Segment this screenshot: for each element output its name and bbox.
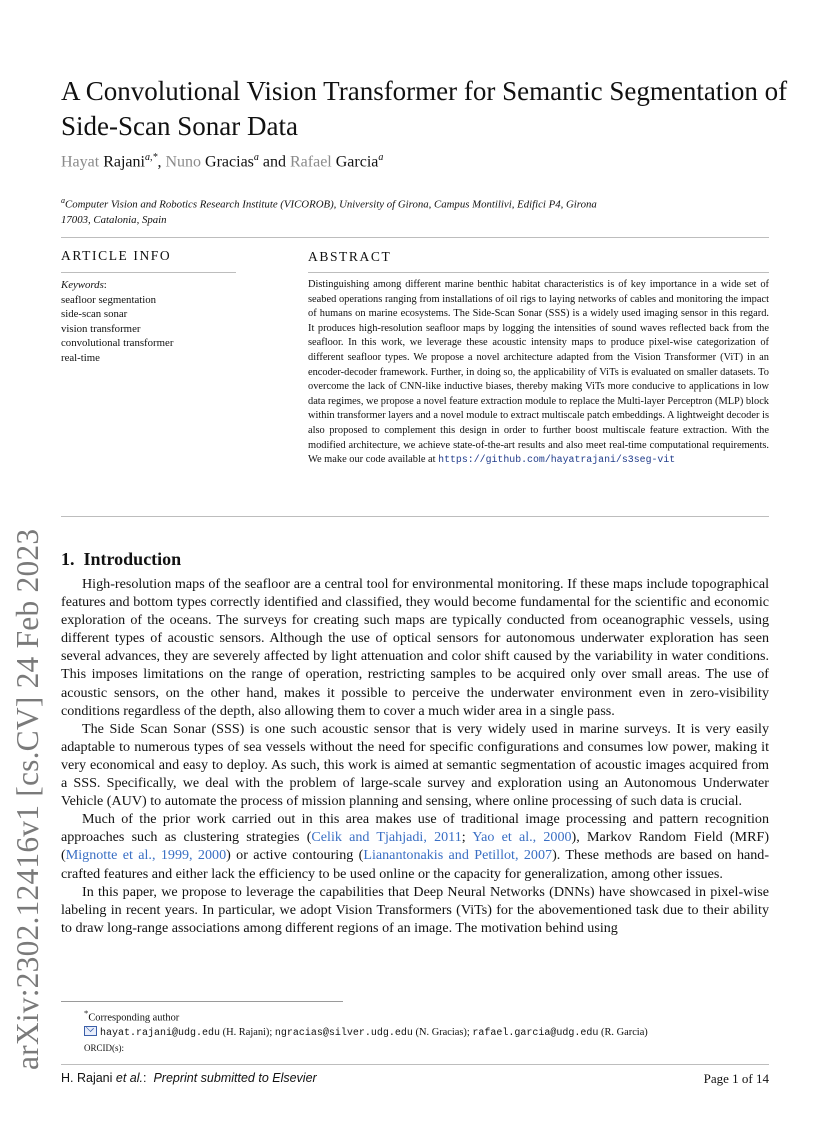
divider [61, 272, 236, 273]
email-icon [84, 1026, 97, 1036]
abstract-body: Distinguishing among different marine benthic habitat characteristics is of key importance in a wide set of seabed operations ranging from installations of oil rigs to laying networks of cables and monitoring the impact of humans on marine ecosystems. The Side-Scan Sonar (SSS) is a widely used imaging sensor in this regard. It produces high-resolution seafloor maps by logging the intensities of sound waves reflected back from the seafloor. In this work, we leverage these acoustic intensity maps to produce pixel-wise categorization of different seafloor types. We propose a novel architecture adapted from the Vision Transformer (ViT) in an encoder-decoder framework. Further, in doing so, the applicability of ViTs is evaluated on smaller datasets. To overcome the lack of CNN-like inductive biases, thereby making ViTs more conducive to applications in low data regimes, we propose a novel feature extraction module to replace the Multi-layer Perceptron (MLP) block within transformer layers and a novel module to extract multiscale patch embeddings. A lightweight decoder is also proposed to complement this design in order to further boost multiscale feature extraction. With the modified architecture, we achieve state-of-the-art results and also meet real-time computational requirements. We make our code available at [308, 279, 769, 466]
keyword-item: side-scan sonar [61, 308, 128, 320]
keyword-item: seafloor segmentation [61, 293, 157, 306]
arxiv-stamp-text: arXiv:2302.12416v1 [cs.CV] 24 Feb 2023 [10, 528, 45, 1070]
text-run: ; [461, 829, 473, 846]
paragraph: In this paper, we propose to leverage the capabilities that Deep Neural Networks (DNNs) have showcased in pixel-wise labeling in recent years. In particular, we adopt Vision Transformers (ViTs) for the abovementioned task due to their ability to draw long-range associations among different regions of an image. The motivation behind using [61, 883, 769, 936]
affiliation-text: Computer Vision and Robotics Research Institute (VICOROB), University of Girona, Campus Montilivi, Edifici P4, Girona 17003, Catalonia, Spain [61, 198, 597, 226]
text-run: ) or active contouring ( [226, 847, 364, 864]
author-first-name[interactable]: Rafael [290, 153, 332, 171]
corresponding-author: Corresponding author [88, 1012, 180, 1024]
email-address[interactable]: hayat.rajani@udg.edu [100, 1028, 221, 1040]
section-title: Introduction [83, 549, 182, 569]
divider [308, 272, 769, 273]
footnote: *Corresponding author hayat.rajani@udg.edu (H. Rajani); ngracias@silver.udg.edu (N. Gracias); rafael.garcia@udg.edu (R. Garcia) ORCID(s): [84, 1006, 648, 1056]
author-separator: , [157, 153, 166, 171]
paper-title: A Convolutional Vision Transformer for Semantic Segmentation of Side-Scan Sonar Data [61, 76, 788, 141]
section-number: 1. [61, 549, 75, 569]
citation-link[interactable]: Yao et al., 2000 [472, 829, 572, 846]
footer-left: H. Rajani et al.: Preprint submitted to Elsevier [61, 1071, 317, 1085]
author-first-name[interactable]: Hayat [61, 153, 100, 171]
arxiv-stamp [4, 250, 52, 1070]
keyword-item: convolutional transformer [61, 337, 174, 349]
email-address[interactable]: rafael.garcia@udg.edu [472, 1028, 599, 1040]
affiliation-mark: a [61, 196, 65, 205]
author-mark: a [253, 152, 259, 163]
paragraph: The Side Scan Sonar (SSS) is one such acoustic sensor that is very widely used in marine surveys. It is very easily adaptable to numerous types of sea vessels without the need for specific configurations and consumes low power, making it very economical and easy to deploy. As such, this work is aimed at semantic segmentation of acoustic images acquired from a SSS. Specifically, we deal with the problem of large-scale survey and exploration using an Autonomous Underwater Vehicle (AUV) to automate the process of mission planning and sensing, where online processing of such data is crucial. [61, 720, 769, 810]
divider [61, 516, 769, 517]
text-run: ). These methods are based on hand-crafted features and either lack the efficiency to be used online or the capacity for generalization, among other issues. [61, 847, 770, 882]
footnote-rule [61, 1001, 343, 1002]
keywords-block: Keywords: seafloor segmentation side-scan sonar vision transformer convolutional transformer real-time [61, 279, 174, 364]
citation-link[interactable]: Celik and Tjahjadi, 2011 [311, 829, 462, 846]
keywords-label: Keywords [61, 279, 104, 291]
author-list [61, 152, 383, 171]
author-last-name: Rajani [103, 153, 145, 171]
paragraph: High-resolution maps of the seafloor are a central tool for environmental monitoring. If these maps include topographical features and bottom types correctly identified and classified, they would become fundamental for the scientific and economic exploration of the oceans. The surveys for creating such maps are typically conducted from oceanographic vessels, using different types of acoustic sensors. Although the use of optical sensors for autonomous underwater exploration has seen several advances, they are severely affected by light attenuation and color shift caused by the variability in water conditions. This imposes limitations on the range of operation, restricting samples to be acquired only over small areas. The use of acoustic sensors, on the other hand, makes it possible to perceive the underwater environment even in zero-visibility conditions regardless of the depth, also allowing them to cover a much wider area in a single pass. [61, 576, 769, 719]
author-mark: a,* [144, 152, 158, 163]
footer-venue: Preprint submitted to Elsevier [153, 1071, 317, 1085]
orcid-label: ORCID(s): [84, 1043, 124, 1054]
text-run: Much of the prior work carried out in this area makes use of traditional image processing and pattern recognition approaches such as clustering strategies ( [61, 811, 769, 846]
abstract-text [308, 278, 769, 468]
text-run: ), Markov Random Field (MRF) ( [61, 829, 770, 864]
footer-etal: et al. [115, 1071, 144, 1085]
page-number: Page 1 of 14 [703, 1071, 769, 1086]
footer-rule [61, 1064, 769, 1065]
abstract-heading: ABSTRACT [308, 249, 392, 264]
citation-link[interactable]: Lianantonakis and Petillot, 2007 [363, 847, 553, 864]
author-last-name: Garcia [335, 153, 379, 171]
section-heading [61, 549, 181, 570]
email-owner: (N. Gracias) [415, 1027, 467, 1039]
keyword-item: vision transformer [61, 322, 141, 335]
keyword-item: real-time [61, 351, 100, 364]
divider [61, 237, 769, 238]
author-mark: a [378, 152, 384, 163]
email-address[interactable]: ngracias@silver.udg.edu [274, 1028, 413, 1040]
author-separator: and [258, 153, 290, 171]
footer-author: H. Rajani [61, 1071, 113, 1085]
body-text [61, 575, 769, 937]
affiliation [61, 193, 621, 228]
author-last-name: Gracias [205, 153, 254, 171]
article-info-heading: ARTICLE INFO [61, 248, 172, 263]
email-owner: (H. Rajani) [222, 1027, 270, 1039]
paragraph [61, 810, 769, 882]
code-link[interactable]: https://github.com/hayatrajani/s3seg-vit [438, 454, 676, 466]
citation-link[interactable]: Mignotte et al., 1999, 2000 [65, 847, 227, 864]
author-first-name[interactable]: Nuno [165, 153, 202, 171]
email-owner: (R. Garcia) [601, 1027, 648, 1039]
